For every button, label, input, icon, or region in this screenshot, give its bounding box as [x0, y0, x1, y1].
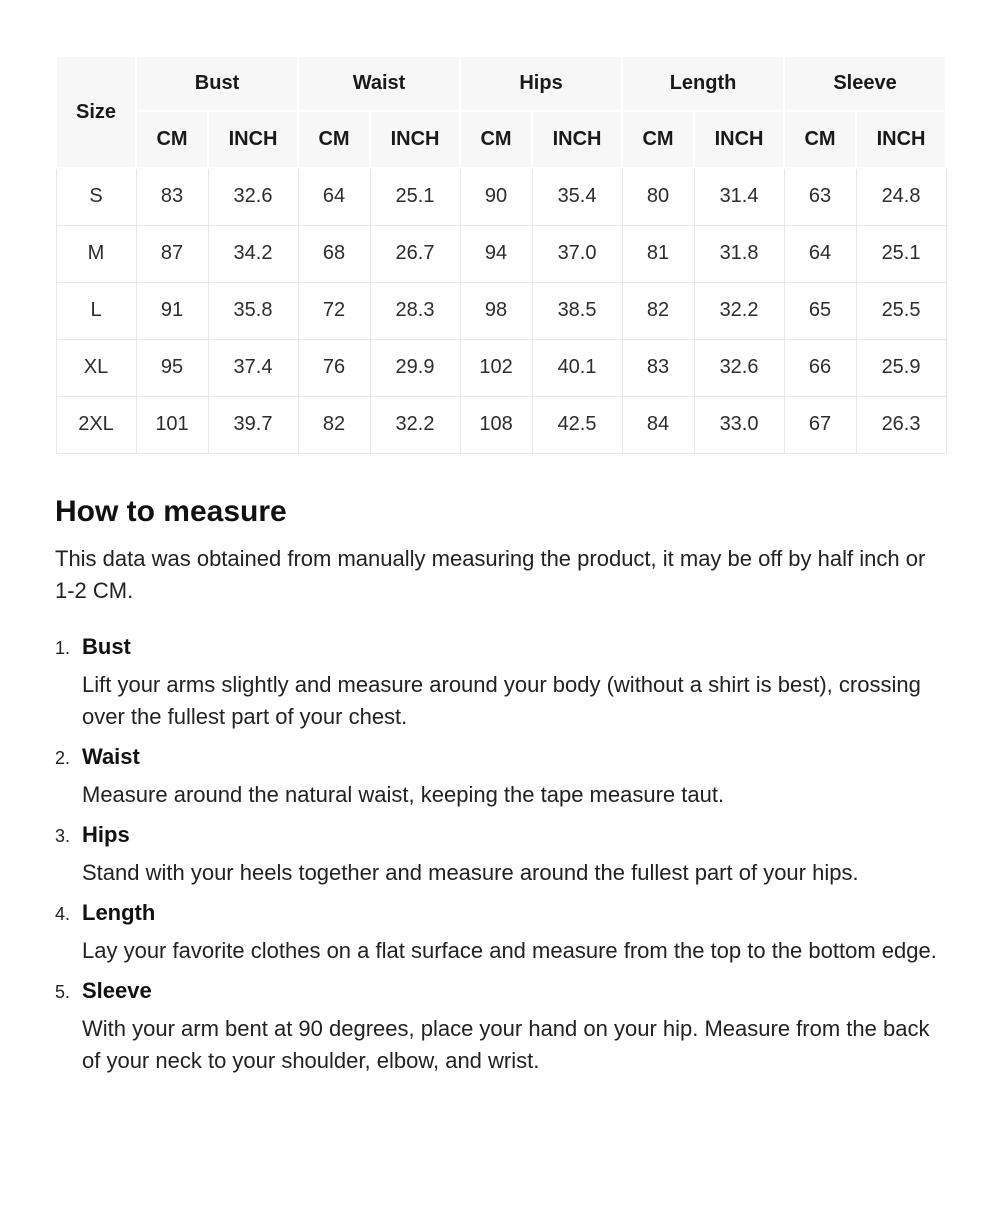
unit-header-cm: CM	[784, 111, 856, 168]
measure-intro-text: This data was obtained from manually measuring the product, it may be off by half inch or 1-2 CM.	[55, 545, 926, 603]
unit-header-inch: INCH	[370, 111, 460, 168]
measurement-cell: 25.5	[856, 282, 946, 339]
guide-item-number: 3.	[55, 825, 71, 846]
measurement-cell: 72	[298, 282, 370, 339]
measurement-cell: 40.1	[532, 339, 622, 396]
how-to-measure-heading: How to measure	[55, 494, 287, 528]
measurement-cell: 87	[136, 225, 208, 282]
measurement-cell: 25.9	[856, 339, 946, 396]
guide-item-number: 5.	[55, 981, 71, 1002]
measurement-cell: 34.2	[208, 225, 298, 282]
measurement-cell: 82	[622, 282, 694, 339]
measurement-cell: 94	[460, 225, 532, 282]
guide-item-term: Length	[82, 899, 156, 925]
unit-header-inch: INCH	[694, 111, 784, 168]
measurement-cell: 81	[622, 225, 694, 282]
measurement-cell: 35.8	[208, 282, 298, 339]
measurement-cell: 108	[460, 396, 532, 453]
measurement-cell: 25.1	[856, 225, 946, 282]
measurement-cell: 102	[460, 339, 532, 396]
measurement-cell: 91	[136, 282, 208, 339]
guide-item-term: Waist	[82, 743, 140, 769]
guide-item-sleeve	[55, 977, 945, 1077]
measurement-cell: 33.0	[694, 396, 784, 453]
size-label-cell: S	[56, 168, 136, 225]
guide-item-description: Measure around the natural waist, keeping the tape measure taut.	[82, 781, 725, 807]
unit-header-inch: INCH	[856, 111, 946, 168]
measurement-cell: 98	[460, 282, 532, 339]
size-label-cell: 2XL	[56, 396, 136, 453]
unit-header-row	[56, 111, 946, 168]
guide-item-description: With your arm bent at 90 degrees, place your hand on your hip. Measure from the back of your neck to your shoulder, elbow, and wrist.	[82, 1015, 930, 1073]
measurement-cell: 29.9	[370, 339, 460, 396]
unit-header-inch: INCH	[208, 111, 298, 168]
size-chart-header	[56, 56, 946, 168]
guide-item-description: Stand with your heels together and measure around the fullest part of your hips.	[82, 859, 859, 885]
measure-guide-list	[55, 633, 945, 1077]
measurement-cell: 26.7	[370, 225, 460, 282]
measurement-cell: 26.3	[856, 396, 946, 453]
measurement-cell: 83	[136, 168, 208, 225]
measurement-cell: 24.8	[856, 168, 946, 225]
measurement-cell: 32.6	[694, 339, 784, 396]
group-header-bust: Bust	[136, 56, 298, 111]
group-header-length: Length	[622, 56, 784, 111]
guide-item-number: 1.	[55, 637, 71, 658]
measurement-cell: 82	[298, 396, 370, 453]
measurement-cell: 31.4	[694, 168, 784, 225]
guide-item-description: Lay your favorite clothes on a flat surface and measure from the top to the bottom edge.	[82, 937, 937, 963]
unit-header-cm: CM	[460, 111, 532, 168]
measurement-cell: 83	[622, 339, 694, 396]
measurement-cell: 76	[298, 339, 370, 396]
guide-item-description: Lift your arms slightly and measure around your body (without a shirt is best), crossing over the fullest part of your chest.	[82, 671, 921, 729]
unit-header-cm: CM	[298, 111, 370, 168]
guide-item-length	[55, 899, 945, 967]
group-header-row	[56, 56, 946, 111]
measurement-cell: 95	[136, 339, 208, 396]
measurement-cell: 68	[298, 225, 370, 282]
measurement-cell: 25.1	[370, 168, 460, 225]
guide-item-hips	[55, 821, 945, 889]
measurement-cell: 80	[622, 168, 694, 225]
measurement-cell: 66	[784, 339, 856, 396]
group-header-waist: Waist	[298, 56, 460, 111]
size-chart-body	[56, 168, 946, 453]
measurement-cell: 101	[136, 396, 208, 453]
measurement-cell: 63	[784, 168, 856, 225]
measurement-cell: 37.4	[208, 339, 298, 396]
measurement-cell: 31.8	[694, 225, 784, 282]
size-column-header: Size	[56, 56, 136, 168]
size-row-2xl	[56, 396, 946, 453]
unit-header-inch: INCH	[532, 111, 622, 168]
unit-header-cm: CM	[622, 111, 694, 168]
size-row-s	[56, 168, 946, 225]
guide-item-number: 4.	[55, 903, 71, 924]
measurement-cell: 65	[784, 282, 856, 339]
measurement-cell: 32.2	[694, 282, 784, 339]
measurement-cell: 67	[784, 396, 856, 453]
unit-header-cm: CM	[136, 111, 208, 168]
measurement-cell: 37.0	[532, 225, 622, 282]
measurement-cell: 32.6	[208, 168, 298, 225]
guide-item-waist	[55, 743, 945, 811]
guide-item-number: 2.	[55, 747, 71, 768]
measurement-cell: 84	[622, 396, 694, 453]
size-label-cell: L	[56, 282, 136, 339]
measurement-cell: 39.7	[208, 396, 298, 453]
size-chart-table	[55, 55, 947, 454]
size-label-cell: XL	[56, 339, 136, 396]
group-header-hips: Hips	[460, 56, 622, 111]
guide-item-bust	[55, 633, 945, 733]
measurement-cell: 64	[784, 225, 856, 282]
guide-item-term: Bust	[82, 633, 131, 659]
measurement-cell: 28.3	[370, 282, 460, 339]
guide-item-term: Hips	[82, 821, 130, 847]
measurement-cell: 90	[460, 168, 532, 225]
guide-item-term: Sleeve	[82, 977, 152, 1003]
measurement-cell: 38.5	[532, 282, 622, 339]
group-header-sleeve: Sleeve	[784, 56, 946, 111]
size-row-m	[56, 225, 946, 282]
measurement-cell: 64	[298, 168, 370, 225]
size-label-cell: M	[56, 225, 136, 282]
measurement-cell: 42.5	[532, 396, 622, 453]
measurement-cell: 32.2	[370, 396, 460, 453]
size-row-l	[56, 282, 946, 339]
size-row-xl	[56, 339, 946, 396]
measurement-cell: 35.4	[532, 168, 622, 225]
